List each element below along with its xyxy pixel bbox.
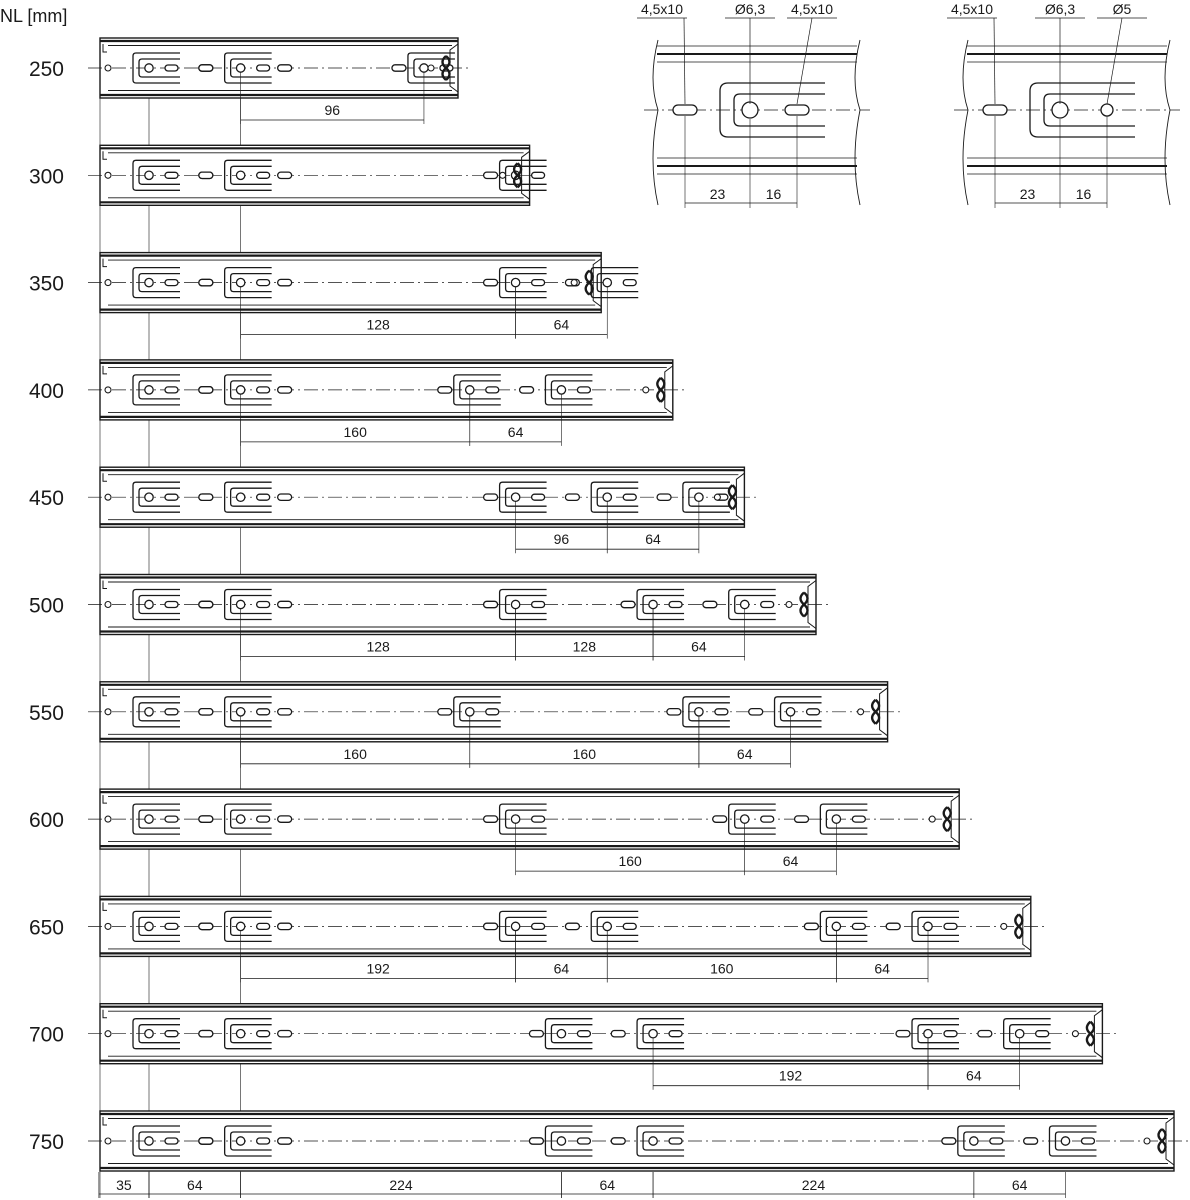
slot-hole — [257, 709, 270, 715]
round-hole — [466, 386, 474, 394]
front-hole — [105, 923, 111, 929]
dimension-label: 192 — [366, 960, 390, 977]
long-hole — [520, 387, 534, 393]
slot-hole — [577, 1031, 590, 1037]
slot-hole — [577, 1138, 590, 1144]
long-hole — [804, 923, 818, 929]
slot-hole — [532, 816, 545, 822]
front-hole — [105, 709, 111, 715]
long-hole — [199, 923, 213, 929]
long-hole — [199, 1031, 213, 1037]
round-hole — [924, 1030, 932, 1038]
end-hole — [714, 494, 720, 500]
slot-hole — [944, 1031, 957, 1037]
long-hole — [1024, 1138, 1038, 1144]
round-hole — [236, 278, 244, 286]
callout-leader — [994, 18, 995, 104]
front-hole — [105, 1031, 111, 1037]
slot-hole — [715, 709, 728, 715]
round-hole — [511, 493, 519, 501]
round-hole — [145, 493, 153, 501]
slot-hole — [165, 602, 178, 608]
dimension-label: 64 — [736, 745, 753, 762]
slot-hole — [165, 280, 178, 286]
round-hole — [145, 386, 153, 394]
end-hole — [1144, 1138, 1150, 1144]
round-hole — [832, 922, 840, 930]
slot-hole — [577, 387, 590, 393]
round-hole — [557, 386, 565, 394]
dimension-label: 128 — [366, 638, 390, 655]
long-hole — [199, 494, 213, 500]
front-hole — [105, 602, 111, 608]
long-hole — [484, 601, 498, 607]
round-hole — [236, 922, 244, 930]
long-hole — [667, 709, 681, 715]
dimension-label: 64 — [645, 531, 661, 548]
dimension-label: 160 — [343, 745, 367, 762]
rail-250 — [29, 38, 472, 124]
round-hole — [924, 922, 932, 930]
slot-hole — [532, 494, 545, 500]
slot-hole — [257, 280, 270, 286]
slot-hole — [165, 387, 178, 393]
long-hole — [278, 279, 292, 285]
rails — [29, 38, 1188, 1198]
long-hole — [484, 923, 498, 929]
round-hole — [1015, 1030, 1023, 1038]
long-hole — [199, 601, 213, 607]
long-hole — [484, 494, 498, 500]
long-hole — [199, 1138, 213, 1144]
long-hole — [713, 816, 727, 822]
long-hole — [199, 816, 213, 822]
nl-label: 650 — [28, 916, 64, 940]
slot-hole — [990, 1138, 1003, 1144]
dimension-label: 64 — [599, 1177, 616, 1193]
dimension-label: 64 — [553, 960, 570, 977]
long-hole — [278, 172, 292, 178]
dimension-label: 64 — [507, 423, 524, 440]
dimension-label: 64 — [874, 960, 890, 977]
dimension-label: 160 — [572, 745, 597, 762]
break-line — [855, 40, 860, 205]
long-hole — [278, 709, 292, 715]
dimension-label: 64 — [187, 1177, 203, 1193]
dimension-label: 128 — [366, 316, 390, 333]
callout-label: 4,5x10 — [640, 1, 684, 17]
callout-leader — [1107, 18, 1122, 104]
long-hole — [621, 601, 635, 607]
callout-label: 4,5x10 — [950, 1, 994, 17]
nl-label: 350 — [28, 272, 64, 296]
callout-label: 4,5x10 — [790, 1, 834, 17]
slot-hole — [257, 602, 270, 608]
round-hole — [236, 815, 244, 823]
long-hole — [484, 279, 498, 285]
round-hole — [145, 922, 153, 930]
hole-detail-1 — [637, 1, 870, 208]
long-hole — [199, 387, 213, 393]
nl-header: NL [mm] — [0, 6, 68, 26]
slot-hole — [623, 494, 636, 500]
slot-hole — [486, 387, 499, 393]
long-hole — [438, 387, 452, 393]
round-hole — [236, 386, 244, 394]
nl-label: 600 — [28, 809, 64, 833]
nl-label: 450 — [28, 487, 64, 511]
slot-hole — [852, 923, 865, 929]
hole-details — [637, 1, 1180, 208]
slot-hole — [785, 105, 809, 115]
slot-hole — [165, 65, 178, 71]
dimension-label: 96 — [324, 102, 341, 118]
break-line — [963, 40, 968, 205]
long-hole — [565, 494, 579, 500]
slot-hole — [983, 105, 1007, 115]
long-hole — [611, 1031, 625, 1037]
round-hole — [741, 815, 749, 823]
dimension-label: 224 — [801, 1177, 826, 1193]
slot-hole — [807, 709, 820, 715]
round-hole — [511, 815, 519, 823]
slot-hole — [257, 172, 270, 178]
round-hole — [236, 600, 244, 608]
break-line — [1165, 40, 1170, 205]
long-hole — [278, 387, 292, 393]
dimension-label: 16 — [765, 186, 782, 202]
round-hole — [236, 171, 244, 179]
long-hole — [278, 1138, 292, 1144]
round-hole — [145, 171, 153, 179]
long-hole — [484, 172, 498, 178]
hole-detail-2 — [947, 1, 1180, 208]
slot-hole — [165, 923, 178, 929]
round-hole — [695, 708, 703, 716]
rail-400 — [29, 360, 687, 446]
long-hole — [199, 65, 213, 71]
front-hole — [105, 1138, 111, 1144]
round-hole — [236, 493, 244, 501]
slot-hole — [486, 709, 499, 715]
rail-450 — [29, 467, 758, 553]
slot-hole — [532, 280, 545, 286]
nl-label: 500 — [28, 594, 64, 618]
end-hole — [643, 387, 649, 393]
round-hole — [145, 1137, 153, 1145]
front-hole — [105, 387, 111, 393]
long-hole — [484, 816, 498, 822]
slot-hole — [257, 387, 270, 393]
dimension-label: 64 — [966, 1067, 982, 1084]
rail-750 — [29, 1111, 1188, 1171]
rail-350 — [29, 253, 638, 339]
slot-hole — [165, 816, 178, 822]
dimension-label: 64 — [1011, 1177, 1028, 1193]
end-hole — [786, 602, 792, 608]
slot-hole — [165, 172, 178, 178]
long-hole — [978, 1031, 992, 1037]
long-hole — [896, 1031, 910, 1037]
nl-label: 250 — [28, 58, 64, 81]
end-hole — [1072, 1031, 1078, 1037]
end-hole — [571, 280, 577, 286]
long-hole — [749, 709, 763, 715]
long-hole — [529, 1031, 543, 1037]
slot-hole — [532, 172, 545, 178]
round-hole — [236, 708, 244, 716]
front-hole — [105, 816, 111, 822]
long-hole — [795, 816, 809, 822]
dimension-label: 64 — [782, 853, 799, 870]
nl-label: 750 — [28, 1131, 64, 1154]
long-hole — [703, 601, 717, 607]
slot-hole — [669, 602, 682, 608]
slot-hole — [623, 280, 636, 286]
round-hole — [649, 1137, 657, 1145]
dimension-label: 23 — [1019, 186, 1036, 202]
slot-hole — [761, 816, 774, 822]
round-hole — [786, 708, 794, 716]
round-hole — [145, 64, 153, 72]
round-hole — [145, 815, 153, 823]
round-hole — [649, 600, 657, 608]
slot-hole — [257, 65, 270, 71]
round-hole — [145, 278, 153, 286]
round-hole — [603, 278, 611, 286]
long-hole — [565, 923, 579, 929]
slot-hole — [257, 923, 270, 929]
round-hole — [603, 493, 611, 501]
nl-label: 400 — [28, 379, 64, 403]
slot-hole — [165, 494, 178, 500]
nl-label: 300 — [28, 165, 64, 189]
small-round-hole — [1101, 104, 1113, 116]
long-hole — [278, 1031, 292, 1037]
dimension-label: 192 — [778, 1067, 803, 1084]
slot-hole — [1036, 1031, 1049, 1037]
slot-hole — [532, 923, 545, 929]
round-hole — [466, 708, 474, 716]
round-hole — [236, 64, 244, 72]
slot-hole — [165, 1031, 178, 1037]
dimension-label: 160 — [343, 423, 367, 440]
nl-label: 700 — [28, 1023, 64, 1047]
long-hole — [278, 65, 292, 71]
dimension-label: 128 — [572, 638, 597, 655]
end-hole — [500, 172, 506, 178]
callout-leader — [684, 18, 685, 104]
slot-hole — [165, 709, 178, 715]
long-hole — [199, 172, 213, 178]
callout-leader — [797, 18, 812, 104]
rail-650 — [29, 896, 1045, 982]
rail-600 — [29, 789, 973, 875]
slot-hole — [761, 602, 774, 608]
round-hole — [1052, 102, 1068, 118]
long-hole — [278, 494, 292, 500]
long-hole — [438, 709, 452, 715]
bottom-dimensions — [99, 1172, 1066, 1198]
round-hole — [145, 600, 153, 608]
dimension-label: 64 — [553, 316, 570, 333]
round-hole — [511, 922, 519, 930]
round-hole — [742, 102, 758, 118]
long-hole — [278, 923, 292, 929]
dimension-label: 64 — [691, 638, 707, 655]
slot-hole — [852, 816, 865, 822]
dimension-label: 224 — [389, 1177, 413, 1193]
rail-700 — [29, 1004, 1116, 1090]
slot-hole — [257, 816, 270, 822]
long-hole — [529, 1138, 543, 1144]
long-hole — [657, 494, 671, 500]
slot-hole — [944, 923, 957, 929]
dimension-label: 160 — [710, 960, 734, 977]
long-hole — [199, 279, 213, 285]
front-hole — [105, 494, 111, 500]
round-hole — [145, 708, 153, 716]
long-hole — [278, 816, 292, 822]
break-line — [653, 40, 658, 205]
slot-hole — [257, 494, 270, 500]
end-hole — [858, 709, 864, 715]
long-hole — [392, 65, 406, 71]
slot-hole — [257, 1138, 270, 1144]
callout-label: Ø6,3 — [734, 1, 766, 17]
slot-hole — [673, 105, 697, 115]
round-hole — [741, 600, 749, 608]
front-hole — [105, 65, 111, 71]
round-hole — [236, 1137, 244, 1145]
round-hole — [970, 1137, 978, 1145]
round-hole — [695, 493, 703, 501]
round-hole — [420, 64, 428, 72]
nl-label: 550 — [28, 701, 64, 725]
round-hole — [557, 1137, 565, 1145]
rail-300 — [29, 145, 547, 205]
long-hole — [611, 1138, 625, 1144]
dimension-label: 96 — [553, 531, 570, 548]
slot-hole — [623, 923, 636, 929]
slot-hole — [669, 1031, 682, 1037]
long-hole — [199, 709, 213, 715]
round-hole — [649, 1030, 657, 1038]
long-hole — [278, 601, 292, 607]
round-hole — [511, 600, 519, 608]
end-hole — [929, 816, 935, 822]
front-hole — [105, 172, 111, 178]
round-hole — [557, 1030, 565, 1038]
end-hole — [428, 65, 434, 71]
callout-label: Ø6,3 — [1044, 1, 1076, 17]
round-hole — [145, 1030, 153, 1038]
long-hole — [942, 1138, 956, 1144]
dimension-label: 23 — [709, 186, 726, 202]
slot-hole — [532, 602, 545, 608]
callout-label: Ø5 — [1112, 1, 1132, 17]
slot-hole — [1081, 1138, 1094, 1144]
front-hole — [105, 280, 111, 286]
round-hole — [1061, 1137, 1069, 1145]
rail-550 — [29, 682, 902, 768]
end-hole — [1001, 923, 1007, 929]
round-hole — [236, 1030, 244, 1038]
slot-hole — [257, 1031, 270, 1037]
round-hole — [511, 278, 519, 286]
slot-hole — [669, 1138, 682, 1144]
dimension-label: 16 — [1075, 186, 1092, 202]
dimension-label: 160 — [618, 853, 642, 870]
slot-hole — [165, 1138, 178, 1144]
round-hole — [603, 922, 611, 930]
round-hole — [832, 815, 840, 823]
dimension-label: 35 — [116, 1177, 132, 1193]
long-hole — [886, 923, 900, 929]
